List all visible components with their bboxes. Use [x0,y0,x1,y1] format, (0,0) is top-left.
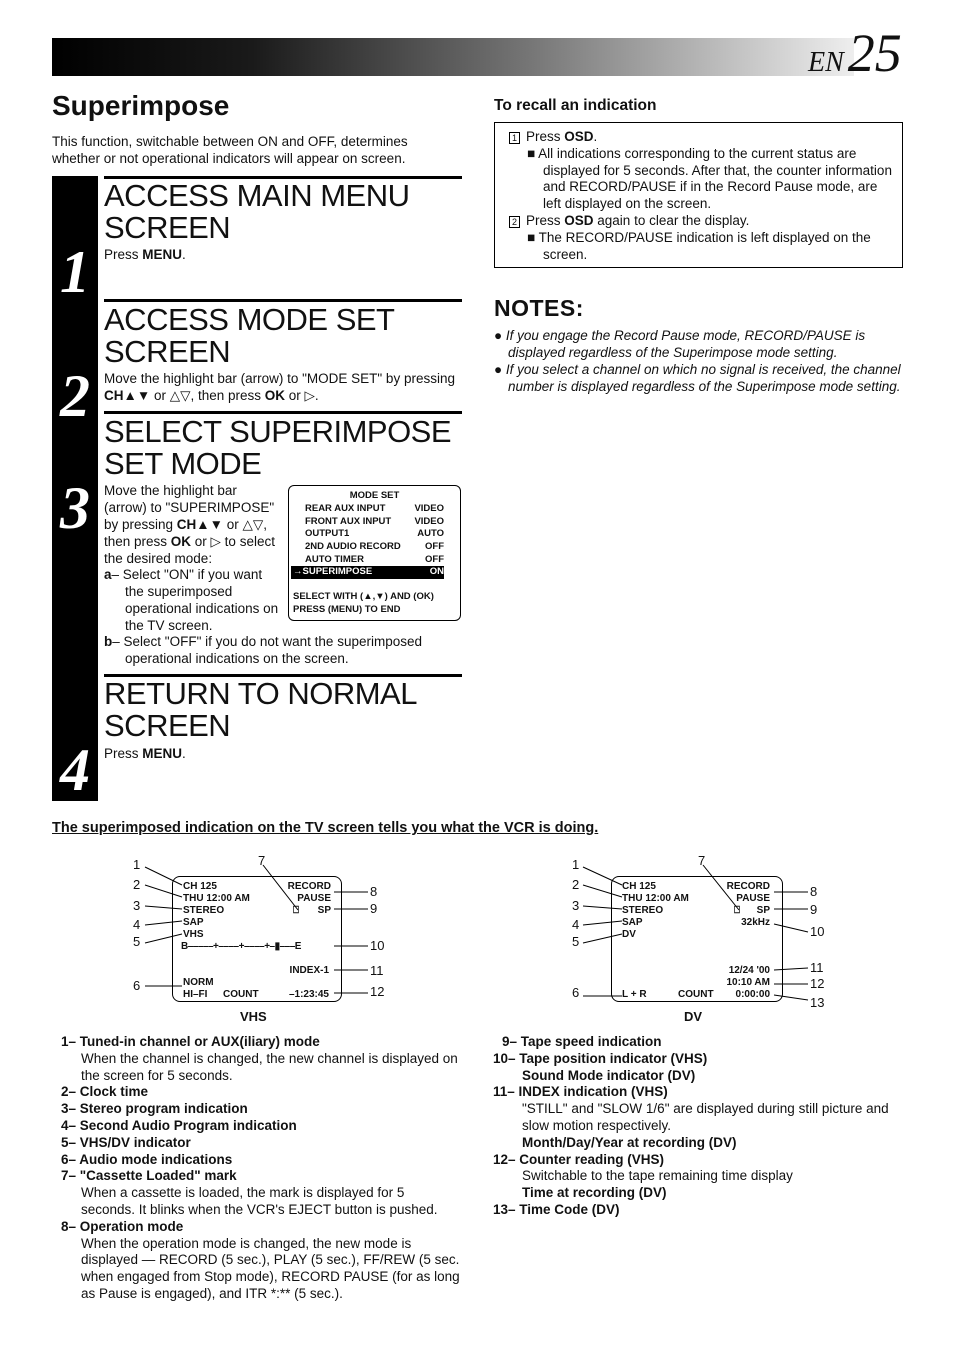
recall-box [494,122,903,268]
legend-item: 8– Operation mode [61,1218,184,1234]
audio-mode-indicator: L + R [622,989,647,1000]
menu-row: AUTO TIMER OFF [305,553,444,565]
menu-row: 2ND AUDIO RECORD OFF [305,541,444,552]
legend-item: Month/Day/Year at recording (DV) [522,1134,737,1150]
legend-item: 1– Tuned-in channel or AUX(iliary) mode [61,1034,320,1049]
callout-number: 3 [133,898,141,913]
counter-value: –1:23:45 [288,989,329,1000]
legend-item: 9– Tape speed indication [502,1034,662,1049]
callout-number: 9 [810,902,818,917]
dv-tv-screen [611,876,783,1002]
step-4-text: Press MENU. [104,746,186,761]
stereo-indicator: STEREO [622,905,664,916]
vhs-tv-screen [172,876,342,1002]
callout-number: 7 [698,853,706,868]
header-bar [52,38,854,76]
callout-number: 6 [572,985,580,1000]
hifi-indicator: HI–FI [183,989,208,1000]
legend-item: 12– Counter reading (VHS) [493,1151,665,1167]
pause-indicator: PAUSE [736,893,770,904]
step-4-heading: RETURN TO NORMAL SCREEN [104,676,416,743]
menu-row: REAR AUX INPUT VIDEO [305,503,444,514]
callout-number: 2 [133,877,141,892]
legend-item: 10– Tape position indicator (VHS) [493,1050,708,1066]
intro-text: This function, switchable between ON and OFF, determines whether or not operational indicators will appear on screen. [52,134,408,166]
recall-step-1: 1 Press OSD. [509,129,894,146]
pause-indicator: PAUSE [297,893,331,904]
record-indicator: RECORD [726,881,770,892]
record-indicator: RECORD [287,881,331,892]
callout-number: 3 [572,898,580,913]
callout-number: 6 [133,978,141,993]
vhs-caption: VHS [240,1009,267,1024]
notes-list [494,327,904,395]
step-3-heading: SELECT SUPERIMPOSE SET MODE [104,414,452,481]
step-1-heading: ACCESS MAIN MENU SCREEN [104,178,410,245]
clock-indicator: THU 12:00 AM [183,893,250,904]
recall-step-2: 2 Press OSD again to clear the display. [509,213,894,230]
callout-number: 2 [572,877,580,892]
legend-item: 3– Stereo program indication [61,1101,248,1117]
legend-item: 4– Second Audio Program indication [61,1117,297,1133]
callout-number: 12 [810,976,825,991]
clock-indicator: THU 12:00 AM [622,893,689,904]
step-number-3: 3 [60,475,90,541]
norm-indicator: NORM [183,977,214,988]
legend-right [493,1034,903,1219]
step-number-4: 4 [60,737,90,803]
callout-number: 1 [133,857,141,872]
callout-number: 10 [370,938,385,953]
step-number-2: 2 [60,363,90,429]
mode-indicator: VHS [183,929,204,940]
callout-number: 1 [572,857,580,872]
callout-number: 9 [370,901,378,916]
legend-item: 7– "Cassette Loaded" mark [61,1168,237,1184]
sap-indicator: SAP [183,917,204,928]
step-number-1: 1 [60,239,90,305]
time-indicator: 10:10 AM [726,977,770,988]
callout-number: 5 [572,934,580,949]
channel-indicator: CH 125 [622,881,656,892]
menu-row: FRONT AUX INPUT VIDEO [305,515,444,527]
legend-item: 13– Time Code (DV) [493,1201,620,1217]
cassette-icon: ⎕ [293,905,299,916]
legend-item: 6– Audio mode indications [61,1151,233,1167]
page-title: Superimpose [52,90,230,121]
callout-number: 11 [370,963,384,978]
callout-number: 8 [370,884,378,899]
step-2-heading: ACCESS MODE SET SCREEN [104,302,394,369]
legend-item: Time at recording (DV) [522,1185,667,1201]
note-item: ● If you select a channel on which no signal is received, the channel number is displayed regardless of the Superimpose mode setting. [494,362,901,394]
cassette-icon: ⎕ [734,905,740,916]
legend-item: 11– INDEX indication (VHS) [493,1084,668,1100]
callout-number: 11 [810,960,824,975]
menu-footer: SELECT WITH (▲,▼) AND (OK) [293,591,434,602]
note-item: ● If you engage the Record Pause mode, RECORD/PAUSE is displayed regardless of the Superimpose mode setting. [494,328,866,360]
legend-desc: When the channel is changed, the new channel is displayed on the screen for 5 seconds. [81,1050,458,1083]
recall-step-1-detail: ■ All indications corresponding to the current status are displayed for 5 seconds. After that, the counter information and RECORD/PAUSE if in the Record Pause mode, are left displayed on the screen. [527,145,892,212]
callout-number: 4 [572,917,580,932]
stereo-indicator: STEREO [183,905,225,916]
callout-number: 10 [810,924,825,939]
recall-step-2-detail: ■ The RECORD/PAUSE indication is left displayed on the screen. [527,229,871,262]
notes-heading: NOTES: [494,295,584,321]
callout-number: 5 [133,934,141,949]
channel-indicator: CH 125 [183,881,217,892]
sound-mode-indicator: 32kHz [741,917,770,928]
legend-desc: "STILL" and "SLOW 1/6" are displayed during still picture and slow motion respectively. [522,1101,889,1133]
step-3-option-a: a– Select "ON" if you want the superimposed operational indications on the TV screen. [104,567,279,633]
legend-desc: When the operation mode is changed, the new mode is displayed — RECORD (5 sec.), PLAY (5 sec.), FF/REW (5 sec. when engaged from Stop mode), RECORD PAUSE (for as long as Pause is engaged), and ITR *:** (5 sec.). [81,1235,460,1301]
legend-item: Sound Mode indicator (DV) [522,1067,696,1083]
step-3-text: Move the highlight bar (arrow) to "SUPERIMPOSE" by pressing CH▲▼ or △▽, then press OK or ▷ to select the desired mode: [104,483,275,566]
sap-indicator: SAP [622,917,643,928]
dv-caption: DV [684,1009,703,1024]
legend-item: 5– VHS/DV indicator [61,1134,191,1150]
legend-item: 2– Clock time [61,1084,149,1100]
menu-row: OUTPUT1 AUTO [305,528,444,539]
superimposed-heading: The superimposed indication on the TV screen tells you what the VCR is doing. [52,820,599,836]
tape-position-bar: B–––––+––––+––––+–▮–––E [181,941,301,952]
mode-indicator: DV [622,929,636,940]
recall-heading: To recall an indication [494,97,657,114]
speed-indicator: SP [317,905,331,916]
date-indicator: 12/24 '00 [728,965,770,976]
count-label: COUNT [223,989,259,1000]
callout-number: 12 [370,984,385,999]
speed-indicator: SP [756,905,770,916]
step-2-text: Move the highlight bar (arrow) to "MODE SET" by pressing CH▲▼ or △▽, then press OK or ▷. [104,371,455,403]
legend-left [52,1034,462,1303]
callout-number: 8 [810,884,818,899]
step-1-text: Press MENU. [104,247,186,262]
menu-row-highlighted: →SUPERIMPOSE ON [293,566,444,577]
menu-footer: PRESS (MENU) TO END [293,604,401,615]
timecode-indicator: 0:00:00 [735,989,770,1000]
callout-number: 7 [258,853,266,868]
callout-number: 13 [810,995,825,1010]
legend-desc: Switchable to the tape remaining time display [522,1168,793,1184]
mode-set-menu [288,485,461,621]
step-3-option-b: b– Select "OFF" if you do not want the superimposed operational indications on the screen. [104,634,422,666]
callout-number: 4 [133,917,141,932]
legend-desc: When a cassette is loaded, the mark is displayed for 5 seconds. It blinks when the VCR's EJECT button is pushed. [81,1185,438,1217]
menu-title: MODE SET [349,490,400,501]
page-number: EN 25 [808,23,902,83]
index-indicator: INDEX-1 [289,965,329,976]
count-label: COUNT [678,989,714,1000]
